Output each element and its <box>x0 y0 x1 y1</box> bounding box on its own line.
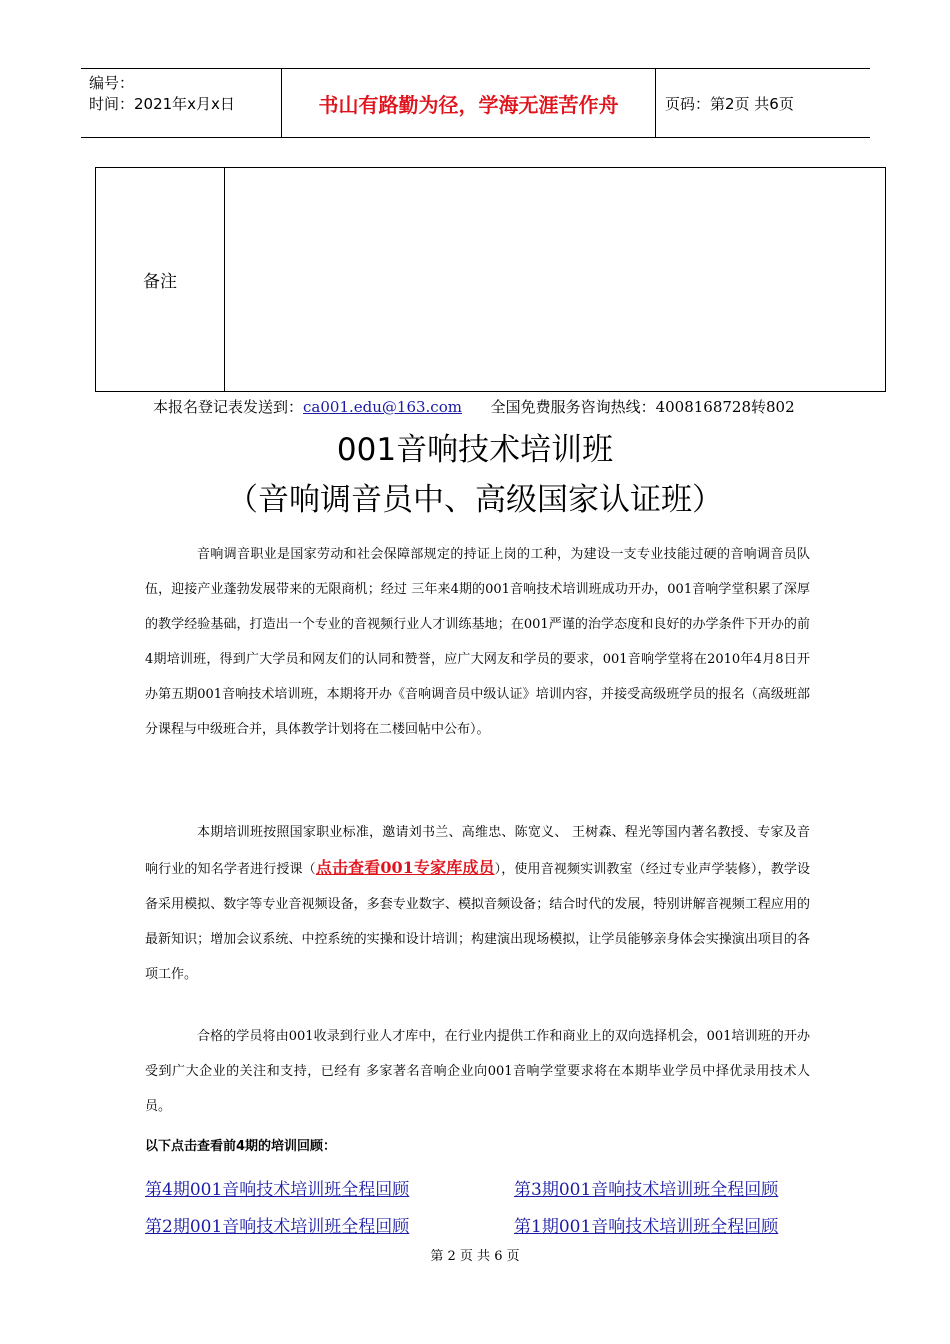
page-header <box>81 68 870 138</box>
expert-library-link[interactable]: 点击查看001专家库成员 <box>315 858 495 877</box>
review-link-1[interactable]: 第1期001音响技术培训班全程回顾 <box>514 1217 779 1237</box>
contact-line <box>153 396 795 417</box>
header-meta <box>89 73 235 115</box>
contact-email-link[interactable]: ca001.edu@163.com <box>303 398 462 416</box>
review-link-4[interactable]: 第4期001音响技术培训班全程回顾 <box>145 1180 410 1200</box>
sub-title: （音响调音员中、高级国家认证班） <box>227 482 723 518</box>
page-footer: 第 2 页 共 6 页 <box>430 1249 520 1264</box>
remarks-table <box>95 167 886 392</box>
intro-paragraph: 音响调音职业是国家劳动和社会保障部规定的持证上岗的工种，为建设一支专业技能过硬的音响调音员队伍，迎接产业蓬勃发展带来的无限商机；经过 三年来4期的001音响技术培训班成功开办，001音响学堂积累了深厚的教学经验基础，打造出一个专业的音视频行业人才训练基地；在001严谨的治学态度和良好的办学条件下开办的前4期培训班，得到广大学员和网友们的认同和赞誉，应广大网友和学员的要求，001音响学堂将在2010年4月8日开办第五期001音响技术培训班，本期将开办《音响调音员中级认证》培训内容，并接受高级班学员的报名（高级班部分课程与中级班合并，具体教学计划将在二楼回帖中公布）。 <box>145 547 810 737</box>
contact-prefix: 本报名登记表发送到： <box>153 398 304 416</box>
review-link-2[interactable]: 第2期001音响技术培训班全程回顾 <box>145 1217 410 1237</box>
faculty-text-before: 本期培训班按照国家职业标准，邀请刘书兰、高维忠、陈宽义、 王树森、程光等国内著名教授、专家及音响行业的知名学者进行授课（ <box>145 825 810 877</box>
document-number-label: 编号： <box>89 74 135 92</box>
contact-hotline: 全国免费服务咨询热线：4008168728转802 <box>490 398 795 416</box>
faculty-text-after: ），使用音视频实训教室（经过专业声学装修），教学设备采用模拟、数字等专业音视频设备，多套专业数字、模拟音频设备；结合时代的发展，特别讲解音视频工程应用的最新知识；增加会议系统、中控系统的实操和设计培训；构建演出现场模拟，让学员能够亲身体会实操演出项目的各项工作。 <box>145 862 810 982</box>
reviews-heading: 以下点击查看前4期的培训回顾： <box>145 1139 337 1154</box>
review-link-3[interactable]: 第3期001音响技术培训班全程回顾 <box>514 1180 779 1200</box>
remarks-label: 备注 <box>96 168 225 391</box>
header-motto: 书山有路勤为径，学海无涯苦作舟 <box>281 69 656 137</box>
document-time: 时间：2021年x月x日 <box>89 95 235 113</box>
employment-paragraph: 合格的学员将由001收录到行业人才库中，在行业内提供工作和商业上的双向选择机会，001培训班的开办受到广大企业的关注和支持，已经有 多家著名音响企业向001音响学堂要求将在本期毕业学员中择优录用技术人员。 <box>145 1029 810 1114</box>
header-page-info: 页码：第2页 共6页 <box>665 94 794 113</box>
main-title: 001音响技术培训班 <box>336 432 614 468</box>
faculty-paragraph <box>145 815 810 992</box>
